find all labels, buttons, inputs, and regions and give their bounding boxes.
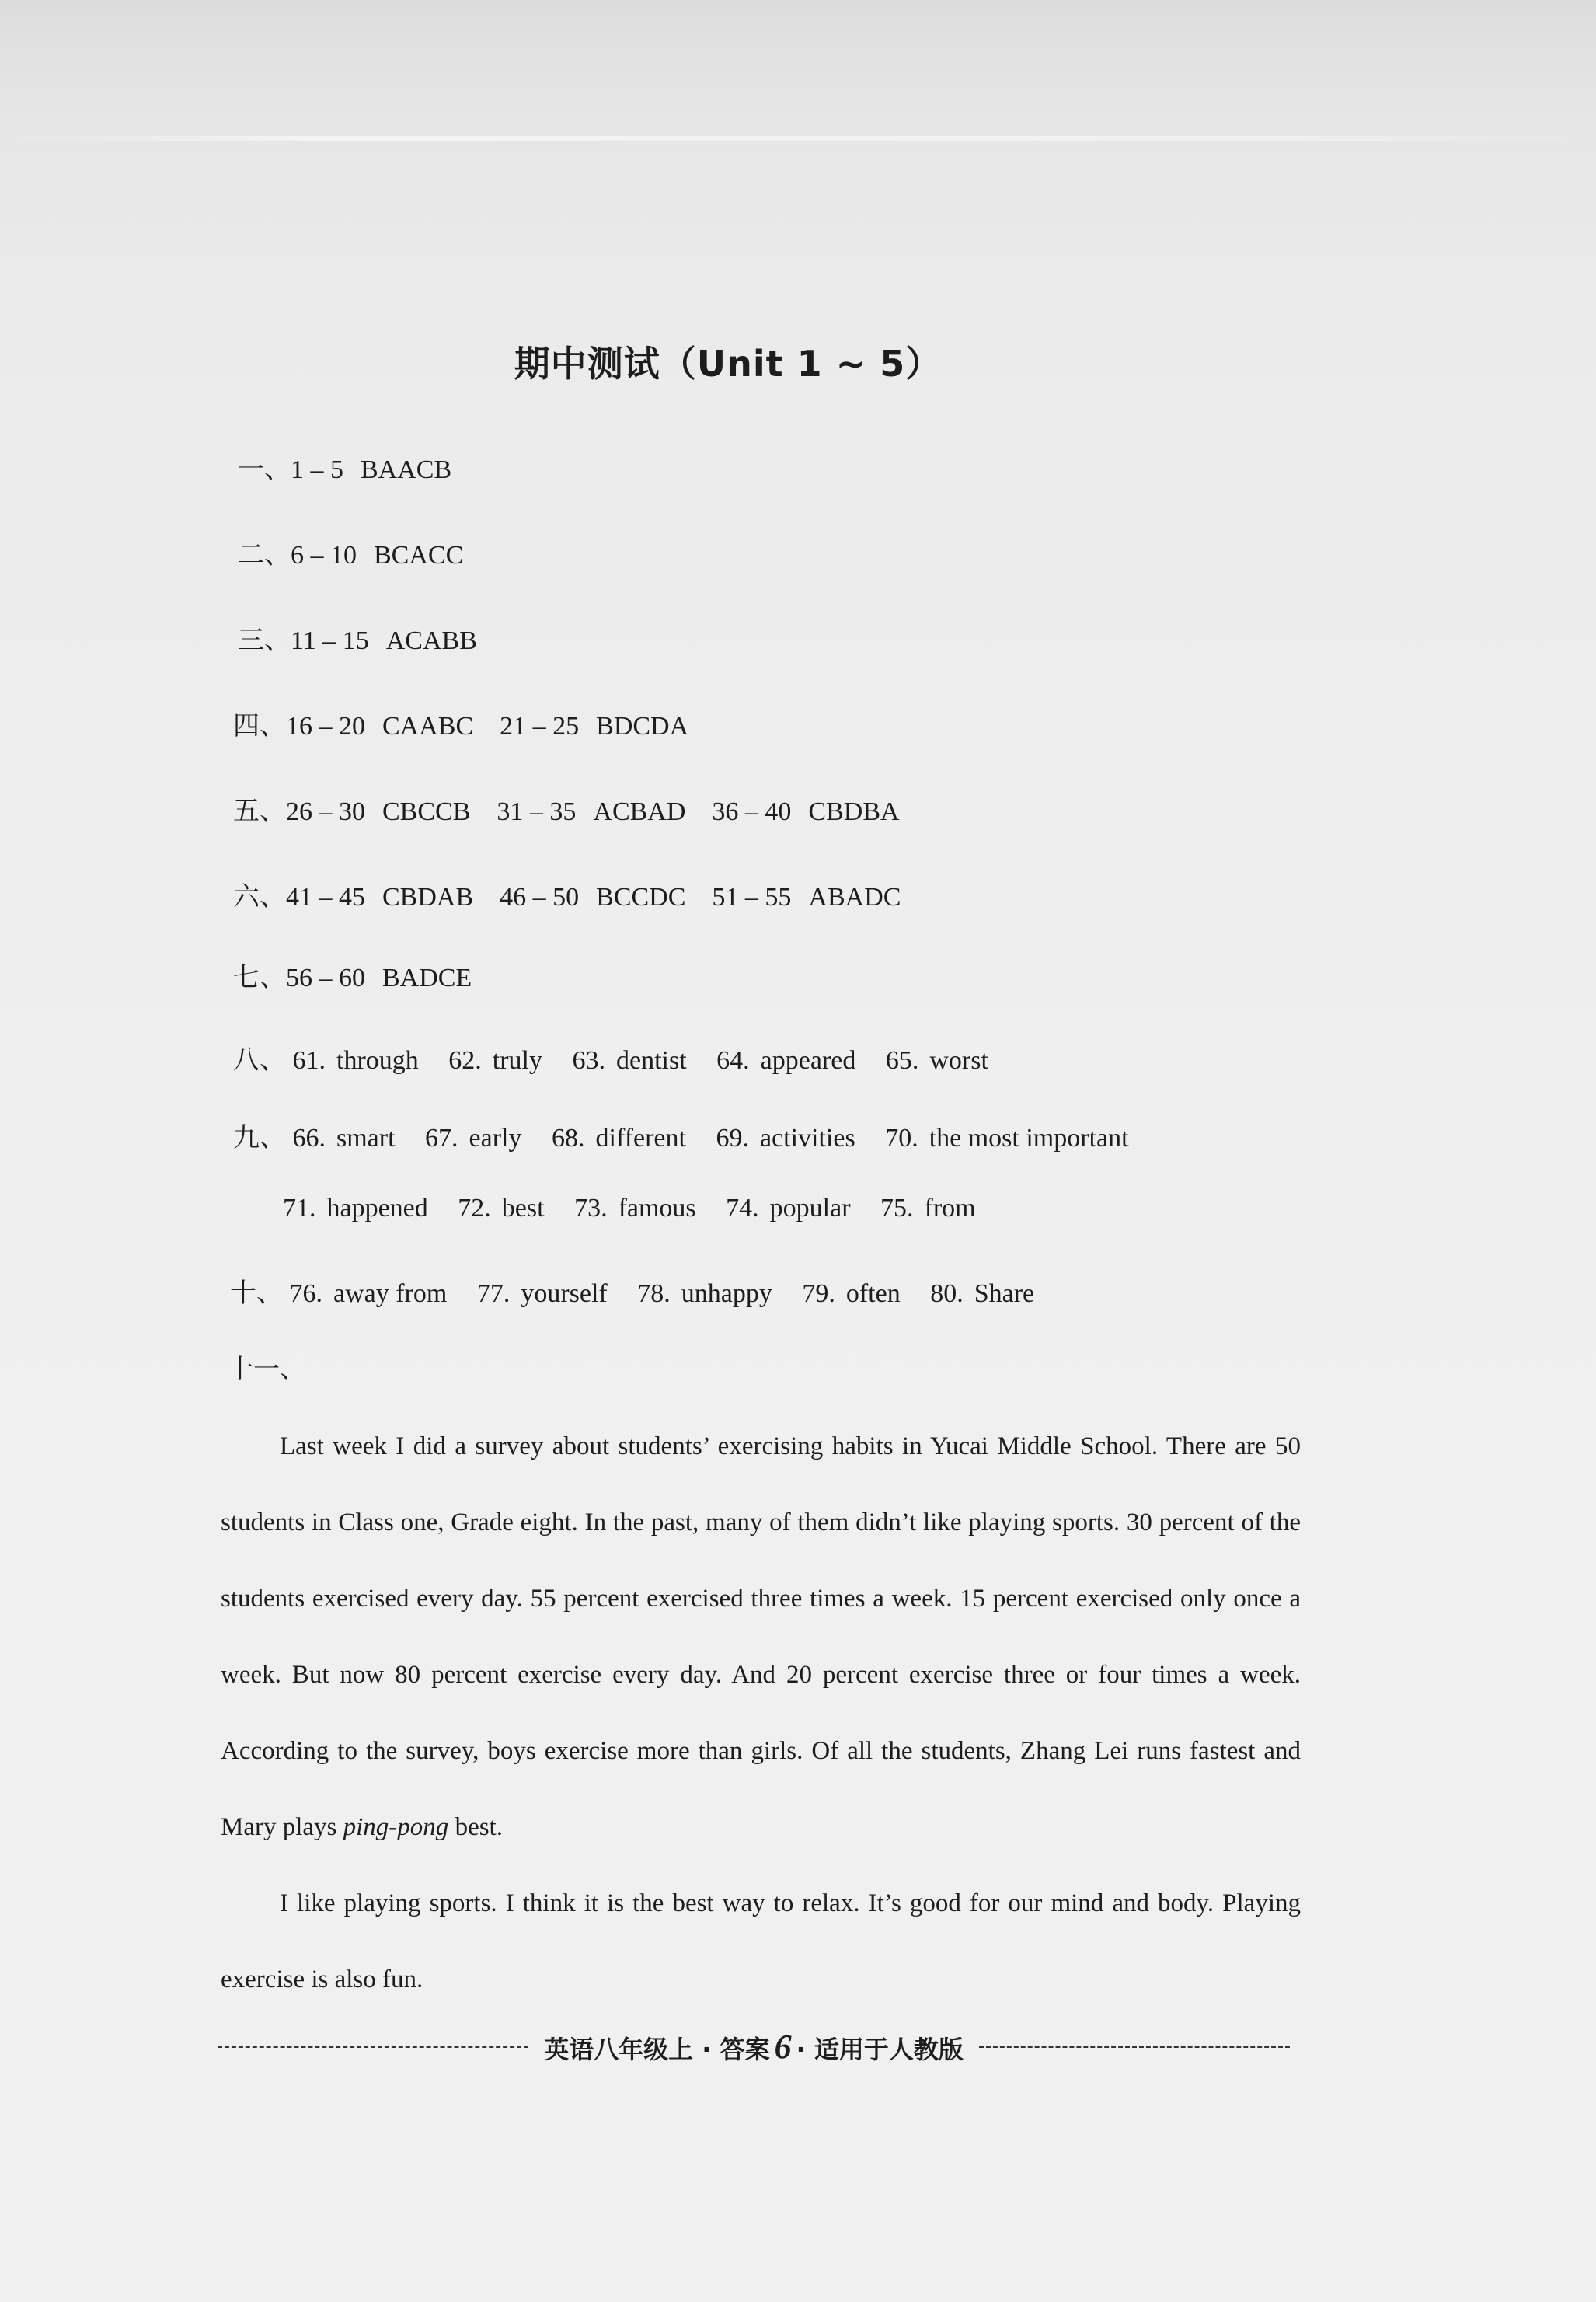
essay <box>221 1408 1301 2018</box>
footer-divider-right <box>979 2046 1290 2048</box>
page-title: 期中测试（Unit 1 ~ 5） <box>514 343 943 385</box>
answer-row-10: 十、 76. away from 77. yourself 78. unhappy 79. often 80. Share <box>230 1278 1035 1309</box>
section-11-mark: 十一、 <box>227 1354 306 1385</box>
answer-row-8: 八、 61. through 62. truly 63. dentist 64. appeared 65. worst <box>233 1045 988 1076</box>
answer-row-9b: 71. happened 72. best 73. famous 74. popular 75. from <box>283 1194 976 1223</box>
answer-row-1: 一、1 – 5 BAACB <box>238 454 452 485</box>
answer-row-4: 四、16 – 20 CAABC 21 – 25 BDCDA <box>233 710 689 741</box>
essay-paragraph-2: I like playing sports. I think it is the best way to relax. It’s good for our mind and body. Playing exercise is also fun. <box>221 1889 1301 1993</box>
page-footer: 英语八年级上 · 答案 6 · 适用于人教版 <box>218 2027 1290 2067</box>
answer-row-2: 二、6 – 10 BCACC <box>238 539 464 570</box>
answer-row-9: 九、 66. smart 67. early 68. different 69. activities 70. the most important <box>233 1122 1129 1153</box>
essay-paragraph-1: Last week I did a survey about students’ exercising habits in Yucai Middle School. There are 50 students in Class one, Grade eight. In the past, many of them didn’t like playing sports. 30 percent of the students exercised every day. 55 percent exercised three times a week. 15 percent exercised only once a week. But now 80 percent exercise every day. And 20 percent exercise three or four times a week. According to the survey, boys exercise more than girls. Of all the students, Zhang Lei runs fastest and Mary plays ping-pong best. <box>221 1432 1301 1841</box>
footer-divider-left <box>218 2046 528 2048</box>
answer-row-7: 七、56 – 60 BADCE <box>233 962 472 993</box>
answer-row-3: 三、11 – 15 ACABB <box>238 625 477 656</box>
answer-row-5: 五、26 – 30 CBCCB 31 – 35 ACBAD 36 – 40 CBDBA <box>233 796 900 827</box>
answer-row-6: 六、41 – 45 CBDAB 46 – 50 BCCDC 51 – 55 ABADC <box>233 881 901 912</box>
page-number: 6 <box>774 2028 792 2066</box>
